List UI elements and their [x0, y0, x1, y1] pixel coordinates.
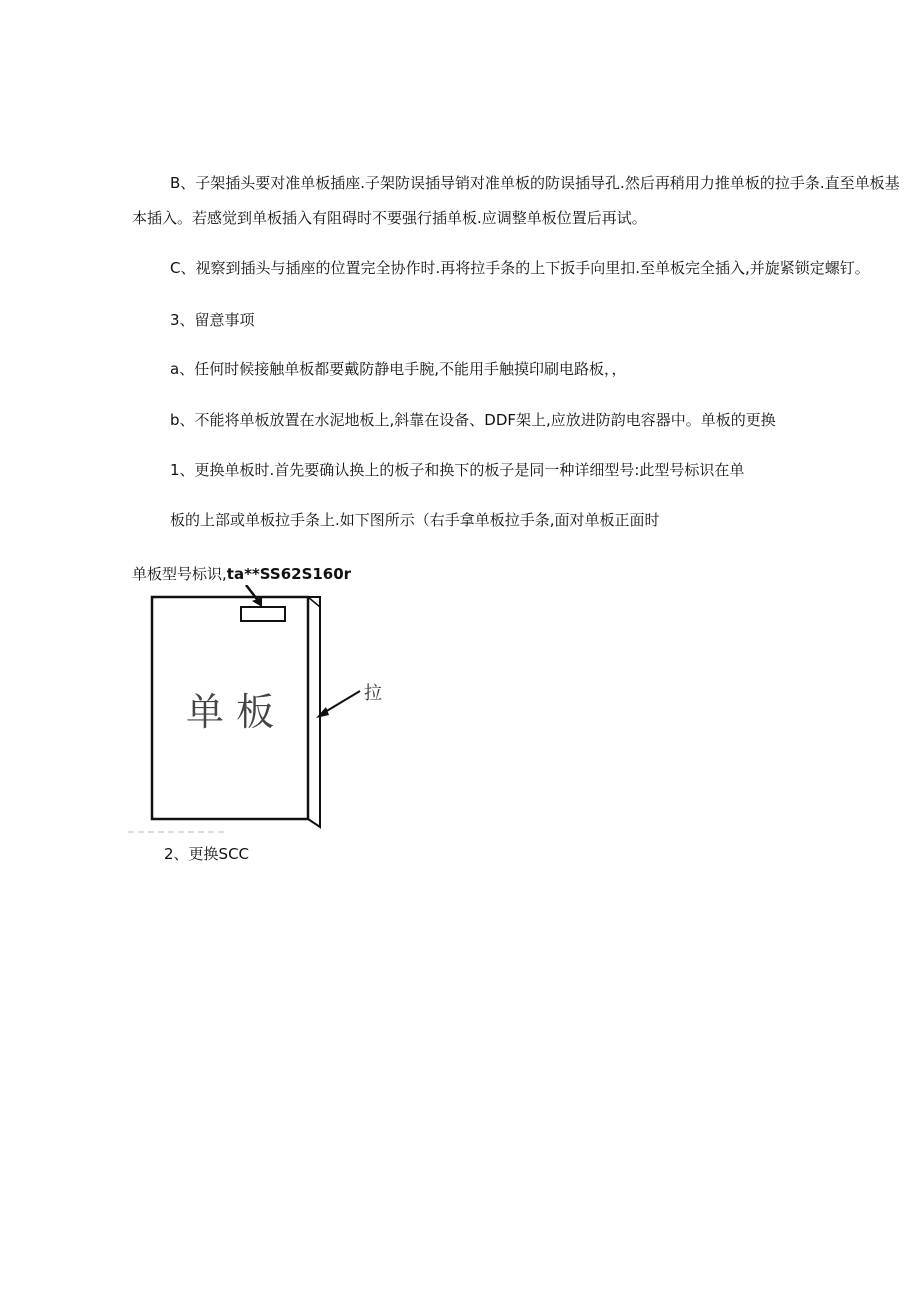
- paragraph-b-line2: 本插入。若感觉到单板插入有阻碍时不要强行插单板.应调整单板位置后再试。: [132, 209, 647, 227]
- model-label-box: [241, 607, 285, 621]
- section-2-heading: 2、更换SCC: [164, 845, 250, 863]
- paragraph-b2: b、不能将单板放置在水泥地板上,斜靠在设备、DDF架上,应放进防韵电容器中。单板的更换: [170, 411, 776, 429]
- figure-caption-code: ta**SS62S160r: [226, 565, 352, 583]
- paragraph-a: a、任何时候接触单板都要戴防静电手腕,不能用手触摸印刷电路板，，: [170, 360, 627, 378]
- figure-caption-prefix: 单板型号标识,: [132, 565, 227, 583]
- board-label: 单 板: [186, 690, 275, 734]
- figure-caption: [132, 563, 351, 584]
- board-diagram: [128, 585, 386, 840]
- paragraph-c: C、视察到插头与插座的位置完全协作时.再将拉手条的上下扳手向里扣.至单板完全插入,并旋紧锁定螺钉。: [170, 259, 870, 277]
- paragraph-1-line1: 1、更换单板时.首先要确认换上的板子和换下的板子是同一种详细型号:此型号标识在单: [170, 461, 745, 479]
- handle-label: 拉: [364, 683, 382, 704]
- paragraph-b-line1: B、子架插头要对准单板插座.子架防误插导销对准单板的防误插导孔.然后再稍用力推单板的拉手条.直至单板基: [170, 174, 900, 192]
- section-3-heading: 3、留意事项: [170, 311, 255, 329]
- handle-strip: [308, 597, 320, 827]
- paragraph-1-line2: 板的上部或单板拉手条上.如下图所示（右手拿单板拉手条,面对单板正面时: [170, 511, 660, 529]
